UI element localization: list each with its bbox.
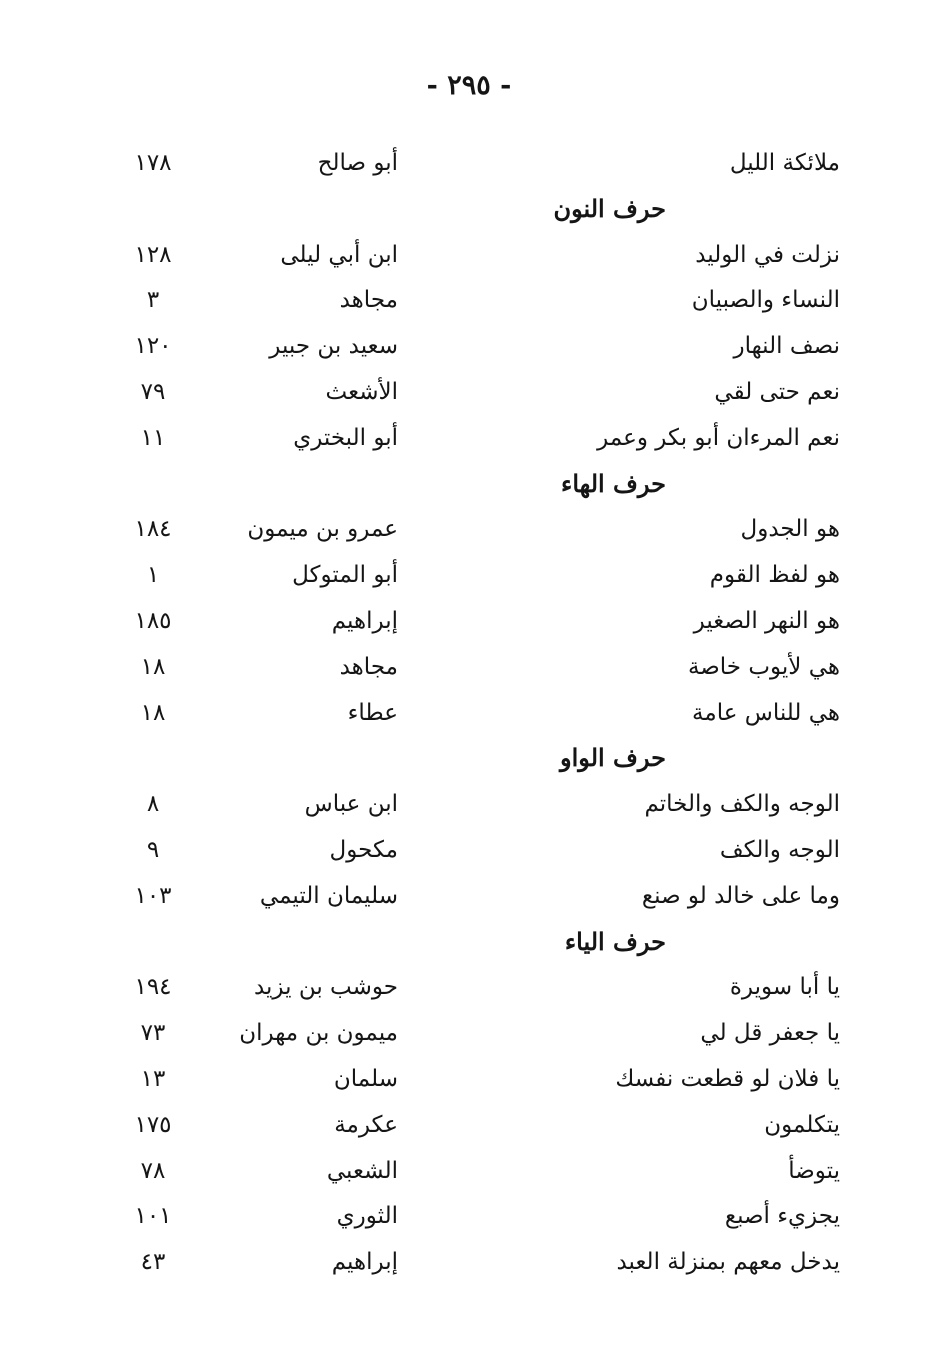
entry-page-number: ١٢٨ [134,241,172,268]
entry-narrator: ميمون بن مهران [239,1020,398,1047]
entry-narrator: سعيد بن جبير [269,333,398,360]
index-entry [0,1059,938,1105]
entry-phrase: يتوضأ [788,1157,840,1184]
entry-page-number: ٨ [146,791,160,818]
index-entry [0,235,938,281]
section-heading-row [0,464,938,510]
index-entry [0,1151,938,1197]
section-heading-row [0,922,938,968]
entry-page-number: ١٧٥ [134,1111,172,1138]
index-entry [0,876,938,922]
entry-page-number: ١٣ [140,1066,166,1092]
entry-narrator: ابن عباس [304,791,398,818]
section-heading: حرف النون [553,193,666,223]
entry-phrase: نعم المرءان أبو بكر وعمر [597,424,840,451]
entry-phrase: يا جعفر قل لي [700,1020,840,1047]
entry-narrator: حوشب بن يزيد [253,974,398,1001]
entry-page-number: ٩ [146,837,160,863]
entry-phrase: هو النهر الصغير [693,608,840,634]
entry-phrase: وما على خالد لو صنع [641,882,840,909]
index-entry [0,967,938,1013]
entry-page-number: ١٢٠ [134,333,172,360]
entry-narrator: الثوري [336,1203,398,1230]
entry-phrase: هو الجدول [740,516,840,543]
entry-phrase: نصف النهار [733,333,840,360]
entry-narrator: إبراهيم [331,608,398,634]
index-entry [0,1196,938,1242]
entry-page-number: ١٠١ [134,1203,172,1230]
entry-page-number: ١٨ [140,653,166,680]
entry-phrase: يدخل معهم بمنزلة العبد [616,1249,840,1276]
entry-page-number: ١٧٨ [134,150,172,176]
entry-page-number: ١ [146,562,160,589]
entry-narrator: إبراهيم [331,1249,398,1276]
entry-page-number: ١٨٤ [134,516,172,543]
index-entry [0,830,938,876]
section-heading-row [0,738,938,784]
section-heading: حرف الواو [560,743,666,773]
index-entry [0,509,938,555]
index-entry [0,555,938,601]
section-heading: حرف الياء [564,926,666,956]
entry-narrator: عطاء [347,699,398,726]
index-entry [0,372,938,418]
entry-page-number: ٧٩ [140,379,166,405]
entry-phrase: الوجه والكف [719,837,840,863]
page-number: - ٢٩٥ - [426,70,512,101]
entry-narrator: أبو البختري [293,424,398,451]
entry-page-number: ١١ [140,424,166,451]
entry-phrase: يجزيء أصبع [724,1203,840,1230]
entry-page-number: ٧٣ [140,1020,166,1047]
entry-narrator: عكرمة [334,1111,398,1138]
entry-narrator: مكحول [329,837,398,863]
section-heading: حرف الهاء [561,468,666,498]
entry-page-number: ٤٣ [140,1249,166,1276]
index-entry [0,326,938,372]
index-entry [0,693,938,739]
entry-narrator: عمرو بن ميمون [247,516,398,543]
entry-phrase: نعم حتى لقي [714,379,840,405]
entry-page-number: ١٨٥ [134,608,172,634]
entry-narrator: مجاهد [339,653,398,680]
index-entry [0,784,938,830]
entry-narrator: مجاهد [339,287,398,314]
entry-narrator: أبو المتوكل [292,562,398,589]
entry-phrase: النساء والصبيان [691,287,840,314]
entry-page-number: ١٠٣ [134,882,172,909]
index-entry [0,1013,938,1059]
entry-page-number: ١٨ [140,699,166,726]
entry-page-number: ١٩٤ [134,974,172,1001]
entry-phrase: الوجه والكف والخاتم [644,791,840,818]
entry-narrator: الأشعث [325,379,398,405]
section-heading-row [0,189,938,235]
index-entry [0,280,938,326]
entry-narrator: ابن أبي ليلى [280,241,398,268]
entry-narrator: أبو صالح [317,150,398,176]
entry-narrator: سلمان [333,1066,398,1092]
index-entry [0,1105,938,1151]
index-entry [0,1242,938,1288]
index-entry [0,418,938,464]
entry-page-number: ٣ [146,287,160,314]
entry-page-number: ٧٨ [140,1157,166,1184]
entry-phrase: هي للناس عامة [692,699,840,726]
entry-phrase: نزلت في الوليد [695,241,840,268]
index-entry [0,647,938,693]
entry-narrator: سليمان التيمي [259,882,398,909]
index-entry [0,601,938,647]
entry-phrase: ملائكة الليل [729,150,840,176]
index-entry [0,143,938,189]
entry-phrase: يا فلان لو قطعت نفسك [615,1066,840,1092]
entry-narrator: الشعبي [326,1157,398,1184]
entry-phrase: هو لفظ القوم [709,562,840,589]
entry-phrase: يا أبا سويرة [729,974,840,1001]
entry-phrase: هي لأيوب خاصة [687,653,840,680]
entry-phrase: يتكلمون [764,1111,840,1138]
